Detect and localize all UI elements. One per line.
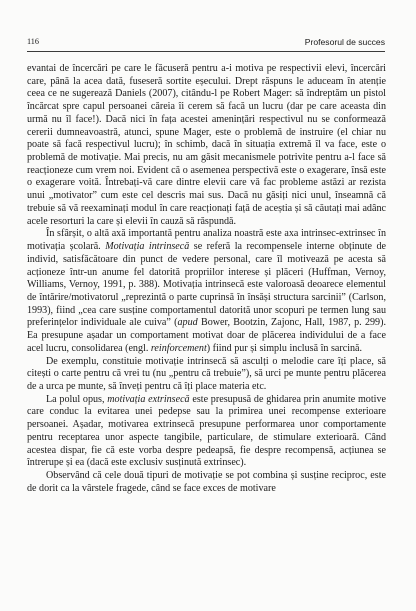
paragraph-text: este presupusă de ghidarea prin anumite motive care conduc la evitarea unei pedepse sau la primirea unei recompense exterioare persoanei. Așadar, motivarea extrinsecă presupune performarea unor comportamente pentru receptarea unor aspecte tangibile, particulare, de stimulare exterioară. Când acestea dispar, fie că este vorba despre pedeapsă, fie despre recompensă, acțiunea se întrerupe și ea (dacă este exclusiv susținută extrinsec). [27,393,386,469]
body-text [27,63,386,495]
page-header [27,35,385,52]
paragraph-5 [27,470,386,495]
paragraph-4 [27,394,386,470]
paragraph-text: se referă la recompensele interne obținute de individ, satisfăcătoare din punct de vedere personal, care îl motivează pe acesta să acționeze într-un anume fel datorită propriilor interese și plăceri (Huffman, Vernoy, Williams, Vernoy, 1991, p. 388). Motivația intrinsecă este valoroasă deoarece elementul de întărire/motivatorul „reprezintă o parte cuprinsă în însăși structura sarcinii” (Carlson, 1993), fiind „cea care susține comportamentul datorită unor scopuri pe termen lung sau preferințelor individuale ale cuiva” ( [27,241,387,329]
paragraph-3 [27,356,386,394]
paragraph-text: În sfârșit, o altă axă importantă pentru analiza noastră este axa intrinsec-extrinsec în motivația școlară. [27,228,386,253]
paragraph-text: Bower, Bootzin, Zajonc, Hall, 1987, p. 299). Ea presupune așadar un comportament motivat doar de plăcerea individului de a face acel lucru, consolidarea (engl. [27,317,386,354]
italic-term: Motivația intrinsecă [105,241,190,253]
paragraph-text: Observând că cele două tipuri de motivație se pot combina și susține reciproc, este de dorit ca la vârstele fragede, când se face exces de motivare [27,470,386,494]
paragraph-text: evantai de încercări pe care le făcuseră pentru a-i motiva pe respectivii elevi, încercări care, până la acea dată, fuseseră sortite eșecului. Drept răspuns le aduceam în atenție ceea ce ne sugerează Daniels (2007), citându-l pe Robert Mager: să îndreptăm un pistol încărcat spre capul persoanei căreia îi cerem să facă un lucru (dar pe care aceasta din urmă nu îl face!). Dacă nici în fața acestei amenințări respectivul nu se conformează cererii dumneavoastră, atunci, spune Mager, este o problemă de instruire (el chiar nu poate să facă respectivul lucru); în schimb, dacă în situația extremă îl va face, este o problemă de motivație. Mai precis, nu am găsit mecanismele potrivite pentru a-l face să reacționeze cum vrem noi. Evident că o asemenea perspectivă este o exagerare, însă este o exagerare voită. Întrebați-vă care dintre elevii care vă fac probleme astăzi ar rezista unui „motivator” cum este cel descris mai sus. Dacă nu găsiți nici unul, înseamnă că trebuie să vă reexaminați modul în care reacționați față de aceștia și să căutați mai adânc acele resorturi la care și elevii în cauză să răspundă. [27,63,386,227]
italic-term: apud [177,317,198,329]
running-title: Profesorul de succes [304,37,385,47]
paragraph-text: ) fiind pur și simplu inclusă în sarcină. [206,342,363,354]
paragraph-1 [27,63,386,228]
italic-term: reinforcement [150,342,207,354]
paragraph-2 [27,228,386,355]
paragraph-text: De exemplu, constituie motivație intrinsecă să asculți o melodie care îți place, să citești o carte pentru că vrei tu (nu „pentru că trebuie”), să urci pe munte pentru plăcerea de a urca pe munte, să înveți pentru că îți place materia etc. [27,355,386,392]
paragraph-text: La polul opus, [46,393,108,405]
italic-term: motivația extrinsecă [107,393,190,405]
page-number: 116 [27,37,39,46]
